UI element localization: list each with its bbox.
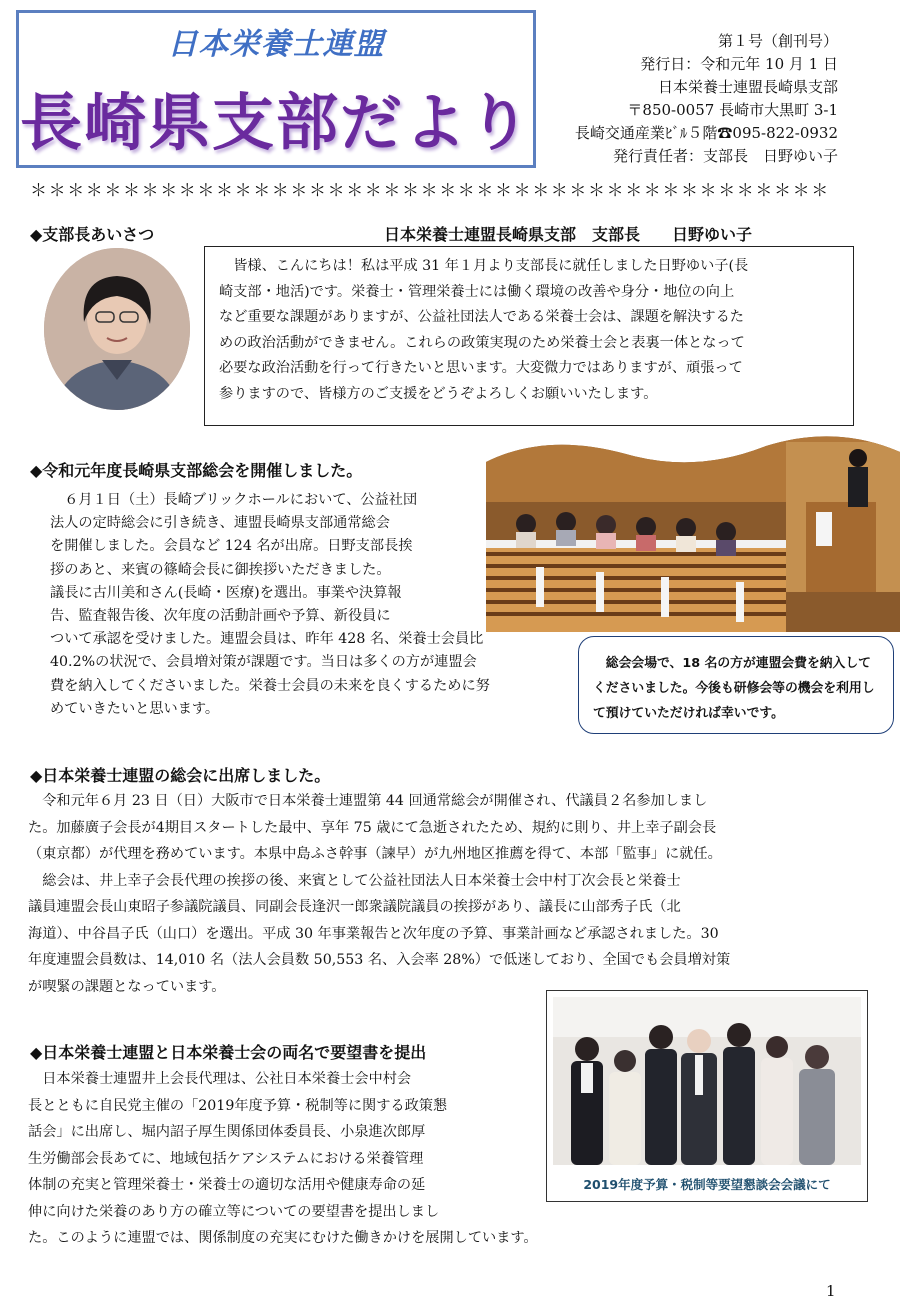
branch-meeting-heading: ◆令和元年度長崎県支部総会を開催しました。 [30,461,363,480]
branch-meeting-text [50,489,510,721]
text-line: 日本栄養士連盟井上会長代理は、公社日本栄養士会中村会 [28,1071,412,1087]
text-line: 告、監査報告後、次年度の活動計画や予算、新役員に [50,608,391,625]
issue-date: 発行日：令和元年 10 月 1 日 [640,55,838,73]
greeting-line: 必要な政治活動を行って行きたいと思います。大変微力ではありますが、頑張って [219,360,743,376]
greeting-line: 皆様、こんにちは！私は平成 31 年１月より支部長に就任しました日野ゆい子(長 [219,258,749,274]
greeting-heading: ◆支部長あいさつ [30,225,155,244]
petition-text [28,1066,628,1252]
group-photo-caption: 2019年度予算・税制等要望懇談会会議にて [583,1177,831,1192]
text-line: 議員連盟会長山東昭子参議院議員、同副会長逢沢一郎衆議院議員の挨拶があり、議長に山部秀子氏（北 [28,899,681,915]
meeting-venue-photo [486,432,900,632]
masthead-title: 長崎県支部だより [19,86,532,159]
text-line: 年度連盟会員数は、14,010 名（法人会員数 50,553 名、入会率 28%）で低迷しており、全国でも会員増対策 [28,952,731,968]
masthead [16,10,536,168]
text-line: 総会は、井上幸子会長代理の挨拶の後、来賓として公益社団法人日本栄養士会中村丁次会長と栄養士 [28,872,681,889]
issue-number: 第１号（創刊号） [717,32,838,50]
text-line: が喫緊の課題となっています。 [28,978,226,995]
star-divider: ＊＊＊＊＊＊＊＊＊＊＊＊＊＊＊＊＊＊＊＊＊＊＊＊＊＊＊＊＊＊＊＊＊＊＊＊＊＊＊＊＊＊＊ [30,181,830,201]
membership-fee-note: 総会会場で、18 名の方が連盟会費を納入してくださいました。今後も研修会等の機会を利用して預けていただければ幸いです。 [578,636,894,734]
text-line: 法人の定時総会に引き続き、連盟長崎県支部通常総会 [50,515,390,532]
greeting-line: めの政治活動ができません。これらの政策実現のため栄養士会と表裏一体となって [219,334,745,351]
text-line: 生労働部会長あてに、地域包括ケアシステムにおける栄養管理 [28,1150,424,1167]
greeting-line: 参りますので、皆様方のご支援をどうぞよろしくお願いいたします。 [219,385,658,402]
text-line: た。加藤廣子会長が4期目スタートした最中、享年 75 歳にて急逝されたため、規約に則り、井上幸子副会長 [28,819,717,836]
issuer-name: 日本栄養士連盟長崎県支部 [657,78,838,96]
text-line: 令和元年６月 23 日（日）大阪市で日本栄養士連盟第 44 回通常総会が開催され、代議員２名参加しまし [28,793,708,809]
group-photo-illustration [553,997,861,1165]
text-line: 40.2%の状況で、会員増対策が課題です。当日は多くの方が連盟会 [50,654,477,671]
text-line: を開催しました。会員など 124 名が出席。日野支部長挨 [50,538,413,555]
text-line: た。このように連盟では、関係制度の充実にむけた働きかけを展開しています。 [28,1230,538,1246]
masthead-subtitle: 日本栄養士連盟 [167,27,385,62]
text-line: 体制の充実と管理栄養士・栄養士の適切な活用や健康寿命の延 [28,1177,426,1193]
meeting-photo-illustration [486,432,900,632]
page-number: 1 [826,1282,836,1300]
group-photo [553,997,861,1165]
greeting-line: など重要な課題がありますが、公益社団法人である栄養士会は、課題を解決するた [219,309,744,325]
issuer-address: 〒850-0057 長崎市大黒町 3-1 [627,101,838,119]
text-line: 長とともに自民党主催の「2019年度予算・税制等に関する政策懇 [28,1097,448,1114]
national-meeting-text [28,788,870,1000]
text-line: （東京都）が代理を務めています。本県中島ふさ幹事（諫早）が九州地区推薦を得て、本部「監事」に就任。 [28,846,722,862]
text-line: 話会」に出席し、堀内詔子厚生関係団体委員長、小泉進次郎厚 [28,1124,426,1140]
group-photo-frame [546,990,868,1202]
text-line: 拶のあと、来賓の篠崎会長に御挨拶いただきました。 [50,561,391,578]
text-line: ６月１日（土）長崎ブリックホールにおいて、公益社団 [50,492,418,508]
text-line: ついて承認を受けました。連盟会員は、昨年 428 名、栄養士会員比 [50,631,484,648]
text-line: 海道）、中谷昌子氏（山口）を選出。平成 30 年事業報告と次年度の予算、事業計画など承認されました。30 [28,925,719,942]
text-line: めていきたいと思います。 [50,700,220,717]
greeting-byline: 日本栄養士連盟長崎県支部 支部長 日野ゆい子 [384,225,753,244]
text-line: 伸に向けた栄養のあり方の確立等についての要望書を提出しまし [28,1203,440,1220]
national-meeting-heading: ◆日本栄養士連盟の総会に出席しました。 [30,766,331,785]
text-line: 議長に古川美和さん(長崎・医療)を選出。事業や決算報 [50,584,402,601]
greeting-box [204,246,854,426]
branch-chief-portrait [44,248,190,410]
publisher-responsible: 発行責任者：支部長 日野ゆい子 [612,147,838,165]
greeting-line: 崎支部・地活)です。栄養士・管理栄養士には働く環境の改善や身分・地位の向上 [219,283,735,300]
text-line: 費を納入してくださいました。栄養士会員の未来を良くするために努 [50,677,490,694]
issuer-building-phone: 長崎交通産業ﾋﾞﾙ５階☎095-822-0932 [574,124,838,142]
petition-heading: ◆日本栄養士連盟と日本栄養士会の両名で要望書を提出 [30,1043,427,1062]
portrait-illustration [44,248,190,410]
